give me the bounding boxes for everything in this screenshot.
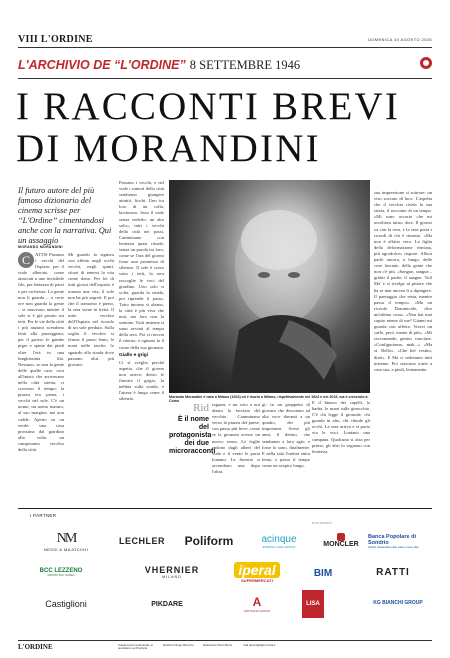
article-column-4 bbox=[212, 402, 260, 525]
article-subhead: Giallo e grigi bbox=[119, 352, 149, 358]
logo-poliform: Poliform bbox=[184, 534, 234, 548]
logo-lechler: LECHLER bbox=[119, 536, 165, 546]
logo-pikdare: PIKDARE bbox=[151, 600, 183, 608]
kicker-divider bbox=[18, 78, 432, 79]
article-text: sua impressione si sottrsse: un viso scavato di luce. L'aspetta che il vecchio rivela la sua storia, il racconto di un tempo. «Mi sono accorto che mi ascoltava tutto» dice. Il giorno va con la sera, e la sera porta i ricordi di chi è rimasto. «Ma non è affatto vero. La figlia della deformazione rinviata, più agrodolce» rispose. Allora parlò ancora, a lungo, delle cose lasciate, della gente che non c'è più. «Sangue, sangue... gridai il padre, il sangue. Voil Ma' e sì rivolge al pittore che ha se mai ancora lì a dipingere. Il paesaggio che resta, mentre passa il tempo». «Ma un ricordo Dominicale, dice un'ultima cosa». «Non hai mai capito niente di me? Gianni mi guarda con affetto. Vorrei un caffè, però, niente di più». «Mi raccomando, gente» concluse. «Configuriamo, mah...» «Ma sì. Bello». «Che bel vestito, direi». E Ma ci sedemmo tutti insieme. Poi ciascuno tornò a casa sua, a piedi, lentamente. bbox=[374, 190, 432, 372]
kicker-date: 8 SETTEMBRE 1946 bbox=[189, 58, 301, 72]
logo-lisa: LISA bbox=[302, 590, 324, 618]
logo-iperal: iperal SUPERMERCATI bbox=[222, 556, 292, 588]
issue-date: DOMENICA 10 AGOSTO 2025 bbox=[367, 37, 432, 42]
article-column-3 bbox=[119, 180, 164, 525]
headline-line-1: I RACCONTI BREVI bbox=[16, 85, 401, 128]
partners-title: I PARTNER bbox=[30, 513, 57, 518]
headline-line-2: DI MORANDINI bbox=[16, 127, 321, 170]
article-text: E il bianco dei capelli, la barba, le mani sulle ginocchia. C'è chi legge il giornale, chi guarda in alto, chi chiude gli occhi. La sera arriva e si porta via le voci. Lontano una campana. Qualcuno si alza per primo, gli altri lo seguono con lentezza. bbox=[312, 400, 370, 454]
photo-credit: FOTO ARCHIVIO bbox=[312, 522, 332, 525]
kicker-title: L'ARCHIVIO DE “L'ORDINE” bbox=[18, 58, 186, 72]
article-text: Ci si sveglia perché aspetta, che il giorno non arriva: dietro le finestre il grigio, la nebbia sulla strada, e l'attesa è lunga come il silenzio. bbox=[119, 359, 164, 402]
footer-masthead: L'ORDINE bbox=[18, 643, 53, 651]
partners-divider bbox=[18, 508, 432, 509]
page-footer bbox=[18, 640, 432, 652]
article-text: Mi guardo la signora con affetto negli occhi vecchi, negli spinti, sforzi di tenersi la vita come dono. Per lei di tutti giorni dell'ospizio è tornata una vita, il sole non ha più segreti. E poi che il tramonto è pieno, la sera viene in fretta. Il tutto vecchio dell'Ospizio nel ricordo di un sole perduto. Sulla soglia il vecchio si ferma: il passo lento, le mani nelle tasche, lo sguardo alla strada dove passano altri, più giovani. bbox=[68, 252, 114, 367]
logo-artisana-group: A ARTISANA GROUP bbox=[243, 595, 271, 613]
article-text: ATTIS Passano i vecchi del Ospizio: per il viale alberato, come attaccati a uno invisibile filo, per lentezza di passi e per orchestra. La gente non li guarda – a certe ore non guarda la gente – si muovono mentre il sole si è già posato sui tetti. Per le vie della città i più anziani scendono lenti alla passeggiata; per il grosso le gambe pigre e spinte dai piedi oltre l'età in una lunghissima fila. Nessuno, se non la gente delle quelle case, cera all'inizio che arrivavano nella città stretta, ci scrivono il tempo; la piazza era piena, i vecchi nel sole. C'è un uomo, un uomo maturo, al suo margine, ma non cadde. Aperto su un verde: una cosa prossima dal giardino alla volta: un camposanto vecchio della città. bbox=[18, 252, 64, 452]
article-text: gi: in un gruppetto di giovani che discutono ad alta voce davanti a un quadro, dei più importanti. Scese gli anni, lì dentro, che sembrano a loro agio, e forse lo sono, finalmente. E nella sala l'ombra entra lenta, e passa il tempo come un sospiro lungo. bbox=[262, 402, 310, 468]
pull-quote-text: È il nome del protagonista dei due microracconti bbox=[169, 416, 216, 455]
photo-caption: Morando Morandini è nato a Milano (1924) ed è morto a Milano, rispettivamente nel 1924 e nel 2015, ma è cresciuto a Como bbox=[169, 395, 368, 403]
nm-monogram-icon: NM bbox=[56, 530, 76, 546]
logo-bim: BIM bbox=[313, 567, 333, 579]
page-folio: VIII L'ORDINE bbox=[18, 34, 93, 45]
article-column-5 bbox=[262, 402, 310, 525]
moncler-emblem-icon bbox=[337, 533, 345, 541]
footer-director: Direttore Diego Minonzio bbox=[163, 643, 194, 647]
portrait-photo bbox=[169, 180, 370, 393]
pull-quote bbox=[169, 402, 216, 456]
rosette-icon bbox=[420, 57, 432, 69]
pull-quote-name: Rid bbox=[193, 402, 209, 414]
logo-acinque: acinque ENERGIA CHE UNISCE bbox=[261, 533, 297, 549]
article-column-1 bbox=[18, 252, 64, 510]
article-text: ragazzi, e un voto a noi alzato la facciata del vecchio. Camminano verso la piazza del paese, con passo più lieve, come se la giornata avesse un nuovo senso. Le foglie cadono dagli alberi del viale e il vento le porta lontano. Le finestre si accendono una dopo l'altra. bbox=[212, 402, 260, 475]
logo-kg-bianchi-group: KG BIANCHI GROUP bbox=[373, 600, 423, 606]
article-column-2 bbox=[68, 252, 114, 510]
article-column-7 bbox=[374, 190, 432, 525]
logo-castiglioni: Castiglioni bbox=[45, 599, 87, 609]
footer-supplement: Supplemento settimanale al quotidiano La Provincia bbox=[118, 643, 153, 651]
partner-logos bbox=[22, 522, 432, 637]
logo-vhernier: VHERNIER MILANO bbox=[144, 565, 200, 579]
portrait-illustration bbox=[169, 180, 370, 393]
page-header bbox=[18, 34, 432, 48]
logo-ratti: RATTI bbox=[376, 566, 410, 578]
dropcap-icon: C bbox=[18, 252, 34, 268]
footer-email: mail pberra@laprovincia.it bbox=[243, 643, 276, 647]
article-text: Passano i vecchi, e nel viale i rumori della città sembrano giungere attutiti, fiochi. Uno tra loro di un colla, lacrimoso, fissa il viale senza vederlo: un alto solco, tutti i vecchi della città nei passi. Camminano con lentezza quasi rituale, senza un parola tra loro, come se l'ora del giorno fosse una promessa di silenzio. Il sole è sceso sotto i tetti, la sera raccoglie le voci del giardino. Uno solo si volta, guarda la strada, poi riprende il passo. Tutto intorno si alzano, la città è più viva che mai, ma loro non la sentono. Tutti insieme si sono avviati al tempo della sera. Poi si riavvia il ritorno, e ognuno fa il conto della sua giornata. bbox=[119, 180, 164, 350]
logo-moncler: MONCLER bbox=[316, 528, 366, 552]
article-column-6 bbox=[312, 400, 370, 525]
standfirst: Il futuro autore del più famoso dizionario del cinema scrisse per “L'Ordine” cimentandosi anche con la narrativa. Qui un assaggio bbox=[18, 186, 112, 245]
section-kicker bbox=[18, 56, 432, 74]
logo-nessi-majocchi: NM NESSI & MAJOCCHI bbox=[43, 530, 89, 552]
footer-editorial: Redazione Pietro Berra bbox=[203, 643, 233, 647]
byline: MORANDO MORANDINI bbox=[18, 245, 63, 249]
logo-bcc-lezzeno: BCC LEZZENO GRUPPO BCC ICCREA bbox=[39, 567, 83, 577]
headline bbox=[16, 86, 436, 170]
logo-banca-popolare-sondrio: Banca Popolare di Sondrio Sondrio Capital della realtà, valori e nuove sfide bbox=[368, 533, 419, 549]
artisana-mark-icon: A bbox=[252, 595, 262, 609]
